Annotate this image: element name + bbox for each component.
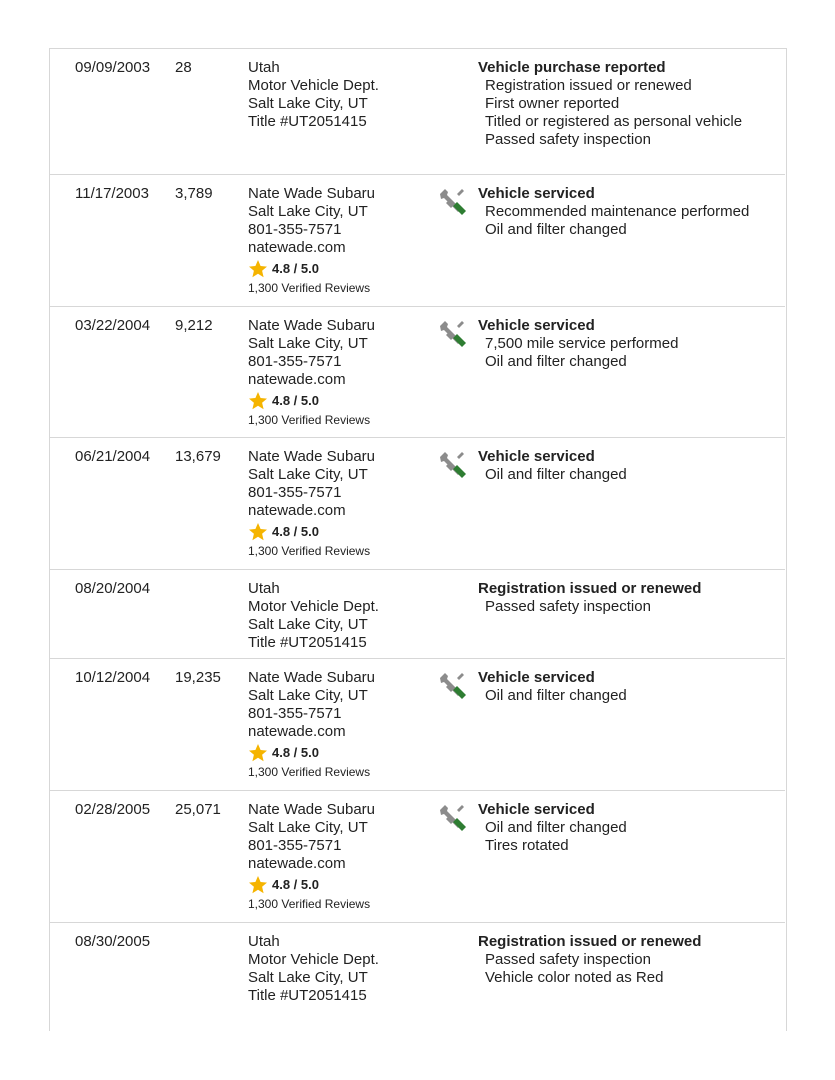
source-line: Salt Lake City, UT bbox=[248, 335, 368, 352]
record-source bbox=[248, 59, 379, 131]
detail-title: Vehicle serviced bbox=[478, 317, 595, 334]
source-line: 801-355-7571 bbox=[248, 221, 342, 238]
source-line: Motor Vehicle Dept. bbox=[248, 598, 379, 615]
detail-item: First owner reported bbox=[485, 95, 620, 112]
source-line: Nate Wade Subaru bbox=[248, 317, 376, 334]
detail-item: Passed safety inspection bbox=[485, 598, 651, 615]
record-date: 09/09/2003 bbox=[75, 59, 151, 76]
history-record-row bbox=[50, 659, 785, 791]
record-source bbox=[248, 185, 375, 297]
detail-item: 7,500 mile service performed bbox=[485, 335, 679, 352]
source-line: Salt Lake City, UT bbox=[248, 203, 368, 220]
record-details bbox=[478, 185, 778, 239]
history-record-row bbox=[50, 438, 785, 570]
detail-item: Vehicle color noted as Red bbox=[485, 969, 664, 986]
service-tools-icon bbox=[437, 319, 467, 349]
source-line: Salt Lake City, UT bbox=[248, 819, 368, 836]
source-line: natewade.com bbox=[248, 502, 346, 519]
source-line: Utah bbox=[248, 59, 280, 76]
record-source bbox=[248, 801, 375, 913]
detail-title: Registration issued or renewed bbox=[478, 933, 702, 950]
detail-item: Titled or registered as personal vehicle bbox=[485, 113, 743, 130]
record-details bbox=[478, 317, 778, 371]
star-icon bbox=[248, 259, 268, 279]
service-tools-icon bbox=[437, 450, 467, 480]
verified-reviews-count: 1,300 Verified Reviews bbox=[248, 413, 371, 427]
source-line: Utah bbox=[248, 580, 280, 597]
service-tools-icon bbox=[437, 187, 467, 217]
detail-item: Oil and filter changed bbox=[485, 687, 627, 704]
detail-title: Registration issued or renewed bbox=[478, 580, 702, 597]
record-mileage: 19,235 bbox=[175, 669, 221, 686]
star-icon bbox=[248, 391, 268, 411]
record-mileage: 3,789 bbox=[175, 185, 213, 202]
history-record-row bbox=[50, 307, 785, 438]
dealer-rating bbox=[248, 391, 375, 411]
service-tools-icon bbox=[437, 671, 467, 701]
dealer-rating bbox=[248, 743, 375, 763]
detail-item: Recommended maintenance performed bbox=[485, 203, 750, 220]
star-icon bbox=[248, 875, 268, 895]
history-record-row bbox=[50, 175, 785, 307]
verified-reviews-count: 1,300 Verified Reviews bbox=[248, 281, 371, 295]
dealer-rating bbox=[248, 259, 375, 279]
record-date: 08/20/2004 bbox=[75, 580, 151, 597]
verified-reviews-count: 1,300 Verified Reviews bbox=[248, 897, 371, 911]
detail-title: Vehicle serviced bbox=[478, 448, 595, 465]
source-line: Nate Wade Subaru bbox=[248, 801, 376, 818]
record-source bbox=[248, 580, 379, 652]
detail-title: Vehicle serviced bbox=[478, 185, 595, 202]
rating-value: 4.8 / 5.0 bbox=[272, 393, 319, 408]
record-date: 02/28/2005 bbox=[75, 801, 151, 818]
source-line: Nate Wade Subaru bbox=[248, 669, 376, 686]
record-date: 10/12/2004 bbox=[75, 669, 151, 686]
record-source bbox=[248, 933, 379, 1005]
verified-reviews-count: 1,300 Verified Reviews bbox=[248, 544, 371, 558]
history-record-row bbox=[50, 923, 785, 1034]
detail-item: Oil and filter changed bbox=[485, 819, 627, 836]
history-record-row bbox=[50, 791, 785, 923]
detail-item: Oil and filter changed bbox=[485, 466, 627, 483]
detail-item: Oil and filter changed bbox=[485, 353, 627, 370]
source-line: Motor Vehicle Dept. bbox=[248, 951, 379, 968]
star-icon bbox=[248, 522, 268, 542]
record-source bbox=[248, 448, 375, 560]
record-date: 08/30/2005 bbox=[75, 933, 151, 950]
record-source bbox=[248, 317, 375, 429]
source-line: Utah bbox=[248, 933, 280, 950]
rating-value: 4.8 / 5.0 bbox=[272, 524, 319, 539]
detail-title: Vehicle serviced bbox=[478, 801, 595, 818]
record-details bbox=[478, 669, 778, 705]
record-details bbox=[478, 448, 778, 484]
service-tools-icon bbox=[437, 803, 467, 833]
history-records bbox=[50, 49, 785, 1034]
record-mileage: 25,071 bbox=[175, 801, 221, 818]
record-details bbox=[478, 580, 778, 616]
record-mileage: 28 bbox=[175, 59, 192, 76]
record-mileage: 13,679 bbox=[175, 448, 221, 465]
source-line: Nate Wade Subaru bbox=[248, 448, 376, 465]
rating-value: 4.8 / 5.0 bbox=[272, 877, 319, 892]
record-details bbox=[478, 59, 778, 149]
source-line: natewade.com bbox=[248, 239, 346, 256]
history-record-row bbox=[50, 570, 785, 659]
source-line: natewade.com bbox=[248, 723, 346, 740]
detail-item: Passed safety inspection bbox=[485, 951, 651, 968]
detail-title: Vehicle purchase reported bbox=[478, 59, 666, 76]
source-line: Title #UT2051415 bbox=[248, 987, 367, 1004]
dealer-rating bbox=[248, 875, 375, 895]
source-line: 801-355-7571 bbox=[248, 705, 342, 722]
source-line: natewade.com bbox=[248, 371, 346, 388]
source-line: 801-355-7571 bbox=[248, 837, 342, 854]
source-line: Salt Lake City, UT bbox=[248, 466, 368, 483]
detail-item: Registration issued or renewed bbox=[485, 77, 692, 94]
star-icon bbox=[248, 743, 268, 763]
source-line: 801-355-7571 bbox=[248, 484, 342, 501]
dealer-rating bbox=[248, 522, 375, 542]
rating-value: 4.8 / 5.0 bbox=[272, 745, 319, 760]
detail-item: Tires rotated bbox=[485, 837, 569, 854]
detail-item: Passed safety inspection bbox=[485, 131, 651, 148]
record-date: 06/21/2004 bbox=[75, 448, 151, 465]
source-line: Title #UT2051415 bbox=[248, 634, 367, 651]
record-source bbox=[248, 669, 375, 781]
record-mileage: 9,212 bbox=[175, 317, 213, 334]
record-date: 11/17/2003 bbox=[75, 185, 149, 202]
source-line: Salt Lake City, UT bbox=[248, 969, 368, 986]
source-line: Motor Vehicle Dept. bbox=[248, 77, 379, 94]
source-line: natewade.com bbox=[248, 855, 346, 872]
detail-title: Vehicle serviced bbox=[478, 669, 595, 686]
history-record-row bbox=[50, 49, 785, 175]
source-line: 801-355-7571 bbox=[248, 353, 342, 370]
source-line: Title #UT2051415 bbox=[248, 113, 367, 130]
detail-item: Oil and filter changed bbox=[485, 221, 627, 238]
record-details bbox=[478, 801, 778, 855]
verified-reviews-count: 1,300 Verified Reviews bbox=[248, 765, 371, 779]
source-line: Salt Lake City, UT bbox=[248, 616, 368, 633]
source-line: Nate Wade Subaru bbox=[248, 185, 376, 202]
source-line: Salt Lake City, UT bbox=[248, 687, 368, 704]
source-line: Salt Lake City, UT bbox=[248, 95, 368, 112]
rating-value: 4.8 / 5.0 bbox=[272, 261, 319, 276]
record-date: 03/22/2004 bbox=[75, 317, 151, 334]
record-details bbox=[478, 933, 778, 987]
